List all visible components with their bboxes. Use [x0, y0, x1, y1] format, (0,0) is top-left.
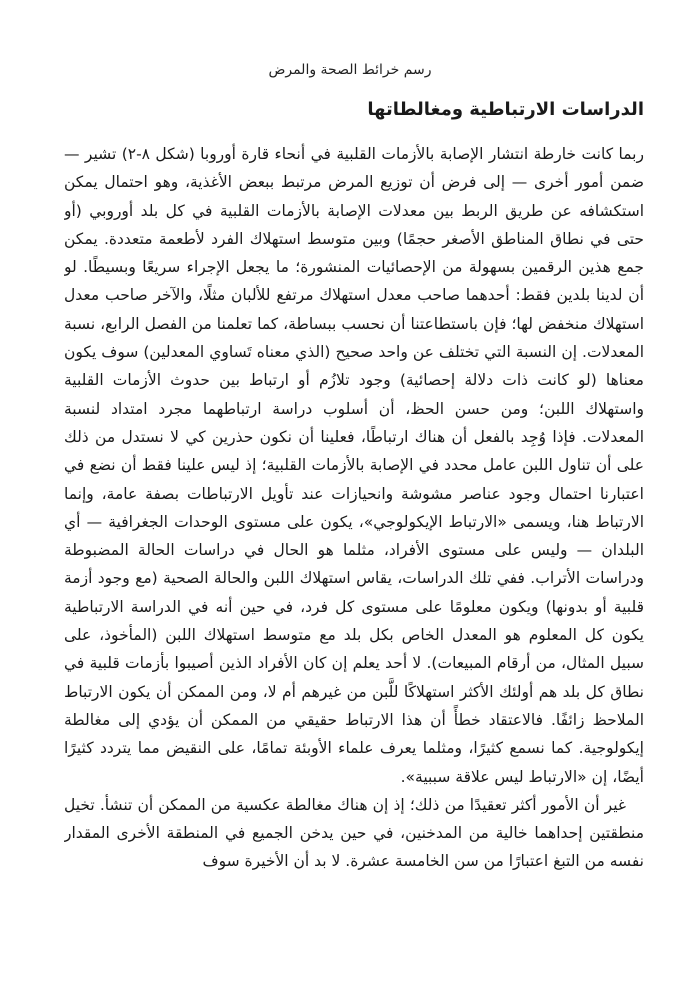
paragraph-2: غير أن الأمور أكثر تعقيدًا من ذلك؛ إذ إن هناك مغالطة عكسية من الممكن أن تنشأ. تخيل منطقتين إحداهما خالية من المدخنين، في حين يدخن الجميع في المنطقة الأخرى المقدار نفسه من التبغ اعتبارًا من سن الخامسة عشرة. لا بد أن الأخيرة سوف — [64, 795, 644, 871]
running-header: رسم خرائط الصحة والمرض — [268, 62, 432, 78]
paragraph-1: ربما كانت خارطة انتشار الإصابة بالأزمات القلبية في أنحاء قارة أوروبا (شكل ٨-٢) تشير — ضمن أمور أخرى — إلى فرض أن توزيع المرض مرتبط ببعض الأغذية، وهو احتمال يمكن استكشافه عن طريق الربط بين معدلات الإصابة بالأزمات القلبية في كل بلد أوروبي (أو حتى في نطاق المناطق الأصغر حجمًا) وبين متوسط استهلاك الفرد لأطعمة متعددة. يمكن جمع هذين الرقمين بسهولة من الإحصائيات المنشورة؛ ما يجعل الإجراء سريعًا وبسيطًا. لو أن لدينا بلدين فقط: أحدهما صاحب معدل استهلاك مرتفع للألبان مثلًا، والآخر صاحب معدل استهلاك منخفض لها؛ فإن باستطاعتنا أن نحسب ببساطة، كما تعلمنا من الفصل الرابع، نسبة المعدلات. إن النسبة التي تختلف عن واحد صحيح (الذي معناه تَساوي المعدلين) سوف يكون معناها (لو كانت ذات دلالة إحصائية) وجود تلازُم أو ارتباط بين حدوث الأزمات القلبية واستهلاك اللبن؛ ومن حسن الحظ، أن أسلوب دراسة ارتباطهما مجرد امتداد لنسبة المعدلات. فإذا وُجِد بالفعل أن هناك ارتباطًا، فعلينا أن نكون حذرين كي لا نستدل من ذلك على أن تناول اللبن عامل محدد في الإصابة بالأزمات القلبية؛ إذ ليس علينا فقط أن نضع في اعتبارنا احتمال وجود عناصر مشوشة وانحيازات عند تأويل الارتباطات بصفة عامة، وإنما الارتباط هنا، ويسمى «الارتباط الإيكولوجي»، يكون على مستوى الوحدات الجغرافية — أي البلدان — وليس على مستوى الأفراد، مثلما هو الحال في دراسات الحالة المضبوطة ودراسات الأتراب. ففي تلك الدراسات، يقاس استهلاك اللبن والحالة الصحية (مع وجود أزمة قلبية أو بدونها) ويكون معلومًا على مستوى كل فرد، في حين أنه في الدراسة الارتباطية يكون كل المعلوم هو المعدل الخاص بكل بلد مع متوسط استهلاك اللبن (المأخوذ، على سبيل المثال، من أرقام المبيعات). لا أحد يعلم إن كان الأفراد الذين أصيبوا بأزمات قلبية في نطاق كل بلد هم أولئك الأكثر استهلاكًا للَّبن من غيرهم أم لا، ومن الممكن أن يكون الارتباط الملاحظ زائفًا. فالاعتقاد خطأً أن هذا الارتباط حقيقي من الممكن أن يؤدي إلى مغالطة إيكولوجية. كما نسمع كثيرًا، ومثلما يعرف علماء الأوبئة تمامًا، على النقيض مما يتردد كثيرًا أيضًا، إن «الارتباط ليس علاقة سببية». — [64, 145, 644, 786]
body-text — [64, 140, 644, 990]
section-title: الدراسات الارتباطية ومغالطاتها — [367, 99, 644, 120]
